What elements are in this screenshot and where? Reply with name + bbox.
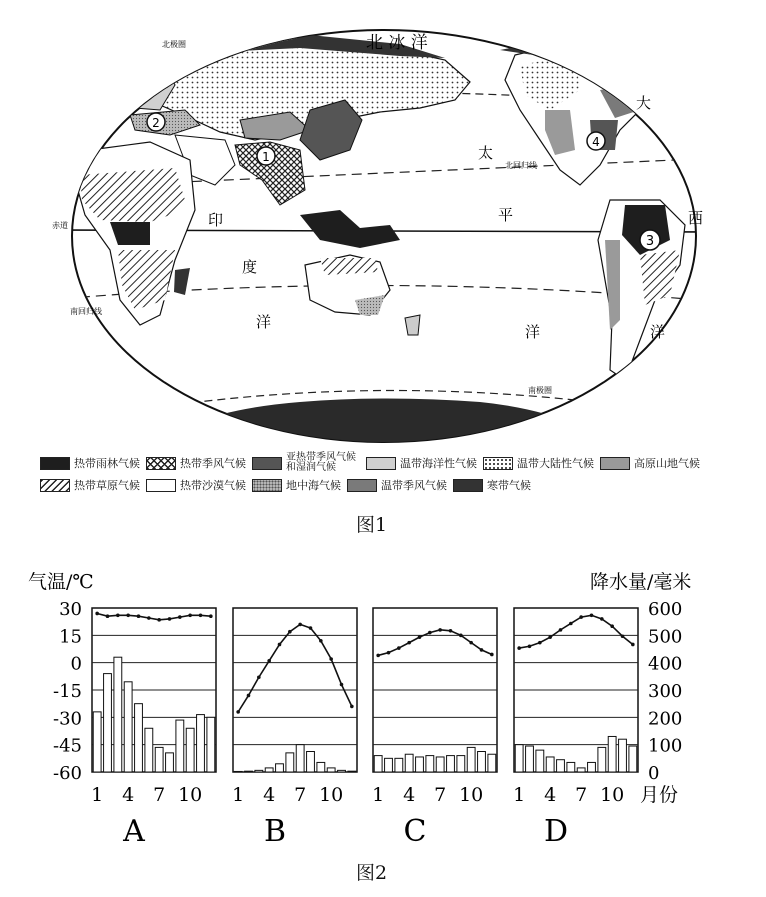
temp-tick-label: -30 <box>53 708 82 730</box>
chart-panel-b <box>232 608 357 849</box>
temperature-point <box>147 616 151 620</box>
figure-2-caption: 图2 <box>356 862 388 884</box>
month-tick-label: 10 <box>459 784 484 806</box>
legend-marine: 温带海洋性气候 <box>366 455 477 471</box>
precip-bar <box>276 764 284 772</box>
precip-bar <box>307 752 315 773</box>
swatch-desert <box>146 479 176 492</box>
pacific-label-1: 太 <box>478 144 494 162</box>
precipitation-ticks <box>648 599 682 784</box>
month-tick-label: 1 <box>513 784 526 806</box>
marker-1 <box>257 147 275 165</box>
month-tick-label: 7 <box>294 784 307 806</box>
precip-bar <box>234 771 242 772</box>
month-tick-label: 4 <box>122 784 135 806</box>
temperature-point <box>309 626 313 630</box>
temperature-point <box>288 630 292 634</box>
temperature-point <box>480 648 484 652</box>
temperature-point <box>548 635 552 639</box>
precip-tick-label: 200 <box>648 708 683 730</box>
marker-4 <box>587 132 605 150</box>
temp-tick-label: 30 <box>59 599 82 620</box>
temperature-point <box>459 634 463 638</box>
month-tick-label: 1 <box>91 784 104 806</box>
antarctic-circle-label: 南极圈 <box>528 386 552 395</box>
legend-monsoon: 热带季风气候 <box>146 455 246 471</box>
legend-temperate-monsoon: 温带季风气候 <box>347 477 447 493</box>
pacific-label-2: 平 <box>498 206 514 224</box>
pacific-label-3: 洋 <box>525 323 541 341</box>
precip-bar <box>467 747 475 772</box>
swatch-subtropical <box>252 457 282 470</box>
legend-highland: 高原山地气候 <box>600 455 700 471</box>
swatch-continental <box>483 457 513 470</box>
precip-bar <box>176 720 184 772</box>
temperature-point <box>376 654 380 658</box>
temperature-point <box>538 641 542 645</box>
temperature-point <box>298 623 302 627</box>
precip-bar <box>93 712 101 772</box>
precip-bar <box>296 745 304 772</box>
precip-bar <box>416 757 424 772</box>
precip-bar <box>395 758 403 772</box>
precip-bar <box>114 657 122 772</box>
precip-bar <box>286 753 294 772</box>
precip-bar <box>629 746 637 772</box>
temperature-point <box>319 639 323 643</box>
precip-bar <box>426 756 434 772</box>
arctic-ocean-label: 北 冰 洋 <box>366 33 428 53</box>
temp-tick-label: 0 <box>70 653 82 675</box>
precip-bar <box>478 752 486 773</box>
temperature-point <box>559 628 563 632</box>
precip-tick-label: 600 <box>648 599 683 620</box>
temperature-point <box>590 613 594 617</box>
swatch-mediterranean <box>252 479 282 492</box>
australia-savanna-region <box>320 258 378 275</box>
precip-bar <box>598 747 606 772</box>
precip-bar <box>385 758 393 772</box>
precip-bar <box>567 762 575 772</box>
temperature-point <box>600 617 604 621</box>
precip-tick-label: 100 <box>648 735 683 757</box>
precip-bar <box>265 768 273 772</box>
precip-bar <box>124 682 132 772</box>
precip-bar <box>255 770 263 772</box>
temperature-point <box>469 641 473 645</box>
panel-label: C <box>403 814 427 849</box>
swatch-polar <box>453 479 483 492</box>
temperature-point <box>490 653 494 657</box>
precip-bar <box>135 704 143 772</box>
temperature-point <box>387 651 391 655</box>
chart-panel-c <box>372 608 497 849</box>
temperature-point <box>157 618 161 622</box>
temperature-point <box>428 631 432 635</box>
temperature-point <box>278 643 282 647</box>
temperature-point <box>247 694 251 698</box>
swatch-monsoon <box>146 457 176 470</box>
legend-savanna: 热带草原气候 <box>40 477 140 493</box>
temperature-ticks <box>53 599 82 784</box>
swatch-rainforest <box>40 457 70 470</box>
precip-bar <box>515 745 523 772</box>
temperature-point <box>95 612 99 616</box>
precip-bar <box>546 757 554 772</box>
month-tick-label: 7 <box>153 784 166 806</box>
precip-bar <box>405 754 413 772</box>
precip-bar <box>145 728 153 772</box>
precip-bar <box>457 756 465 772</box>
precip-bar <box>327 768 335 772</box>
indian-label-3: 洋 <box>256 313 272 331</box>
month-tick-label: 1 <box>372 784 385 806</box>
temperature-point <box>350 705 354 709</box>
precip-tick-label: 400 <box>648 653 683 675</box>
temperature-axis-label: 气温/℃ <box>28 571 94 593</box>
temperature-point <box>168 617 172 621</box>
temperature-point <box>199 613 203 617</box>
swatch-savanna <box>40 479 70 492</box>
swatch-highland <box>600 457 630 470</box>
indian-label-2: 度 <box>242 258 258 276</box>
precip-bar <box>207 717 215 772</box>
temperature-point <box>188 613 192 617</box>
precip-bar <box>317 762 325 772</box>
swatch-marine <box>366 457 396 470</box>
chart-panel-a <box>91 608 216 849</box>
panel-label: D <box>543 814 569 849</box>
svg-text:3: 3 <box>645 234 655 249</box>
legend-polar: 寒带气候 <box>453 477 531 493</box>
temperature-point <box>517 646 521 650</box>
panel-label: A <box>123 814 145 849</box>
temperature-point <box>528 644 532 648</box>
precip-bar <box>526 746 534 772</box>
temperature-point <box>438 628 442 632</box>
month-unit-label: 月份 <box>640 784 679 806</box>
temp-tick-label: -60 <box>53 763 82 784</box>
precip-bar <box>197 715 205 772</box>
precip-bar <box>557 760 565 772</box>
legend-row-1 <box>40 452 740 474</box>
precip-bar <box>166 753 174 772</box>
precip-bar <box>338 770 346 772</box>
month-tick-label: 10 <box>600 784 625 806</box>
precip-bar <box>436 757 444 772</box>
tropic-cancer-label: 北回归线 <box>505 161 537 170</box>
precipitation-axis-label: 降水量/毫米 <box>590 571 692 593</box>
temp-tick-label: -15 <box>53 681 82 702</box>
month-tick-label: 7 <box>434 784 447 806</box>
precip-bar <box>536 750 544 772</box>
legend-subtropical: 亚热带季风气候和湿润气候 <box>252 453 360 473</box>
temperature-point <box>579 615 583 619</box>
equator-label: 赤道 <box>52 221 68 230</box>
legend-continental: 温带大陆性气候 <box>483 455 594 471</box>
month-tick-label: 4 <box>403 784 416 806</box>
marker-3 <box>640 230 660 250</box>
arctic-circle-label: 北极圈 <box>162 40 186 49</box>
temperature-point <box>340 683 344 687</box>
precip-bar <box>619 739 627 772</box>
month-tick-label: 7 <box>575 784 588 806</box>
month-tick-label: 10 <box>319 784 344 806</box>
temperature-point <box>610 624 614 628</box>
figure-1-caption: 图1 <box>356 514 388 536</box>
month-tick-label: 4 <box>263 784 276 806</box>
temperature-point <box>621 634 625 638</box>
precip-tick-label: 0 <box>648 763 660 784</box>
temperature-point <box>631 643 635 647</box>
temperature-point <box>267 659 271 663</box>
temperature-point <box>257 675 261 679</box>
legend-rainforest: 热带雨林气候 <box>40 455 140 471</box>
chart-panel-d <box>513 608 638 849</box>
map-legend <box>40 452 740 496</box>
marker-2 <box>147 113 165 131</box>
precip-bar <box>245 771 253 772</box>
temperature-point <box>418 635 422 639</box>
temperature-point <box>449 629 453 633</box>
temperature-point <box>209 614 213 618</box>
precip-bar <box>577 768 585 772</box>
chart-panels <box>91 608 638 849</box>
panel-label: B <box>263 814 287 849</box>
precip-bar <box>447 756 455 772</box>
svg-text:4: 4 <box>592 135 600 149</box>
month-tick-label: 10 <box>178 784 203 806</box>
svg-text:1: 1 <box>262 150 270 164</box>
precip-bar <box>488 754 496 772</box>
temperature-point <box>137 614 141 618</box>
temperature-point <box>407 641 411 645</box>
temperature-point <box>569 622 573 626</box>
tropic-capricorn-label: 南回归线 <box>70 307 102 316</box>
temperature-point <box>178 615 182 619</box>
temp-tick-label: -45 <box>53 735 82 757</box>
atlantic-label-3: 洋 <box>650 323 666 341</box>
legend-mediterranean: 地中海气候 <box>252 477 341 493</box>
greenland <box>590 10 660 55</box>
precip-bar <box>608 736 616 772</box>
precip-bar <box>155 747 163 772</box>
temperature-point <box>397 646 401 650</box>
temperature-point <box>126 613 130 617</box>
swatch-temperate-monsoon <box>347 479 377 492</box>
precip-tick-label: 500 <box>648 626 683 648</box>
temp-tick-label: 15 <box>59 626 82 648</box>
temperature-point <box>106 614 110 618</box>
legend-desert: 热带沙漠气候 <box>146 477 246 493</box>
temperature-point <box>329 657 333 661</box>
africa-savanna-north <box>80 168 185 222</box>
new-zealand <box>405 315 420 335</box>
precip-bar <box>186 728 194 772</box>
svg-text:2: 2 <box>152 116 160 130</box>
temperature-point <box>116 613 120 617</box>
atlantic-label-2: 西 <box>688 209 704 227</box>
precip-bar <box>348 771 356 772</box>
precip-bar <box>104 674 112 772</box>
precip-bar <box>588 762 596 772</box>
climate-charts <box>0 560 766 860</box>
atlantic-label-1: 大 <box>636 94 652 112</box>
precip-tick-label: 300 <box>648 681 683 702</box>
precip-bar <box>374 756 382 772</box>
legend-row-2 <box>40 474 740 496</box>
indian-label-1: 印 <box>208 211 224 229</box>
temperature-point <box>236 710 240 714</box>
month-tick-label: 4 <box>544 784 557 806</box>
month-tick-label: 1 <box>232 784 245 806</box>
